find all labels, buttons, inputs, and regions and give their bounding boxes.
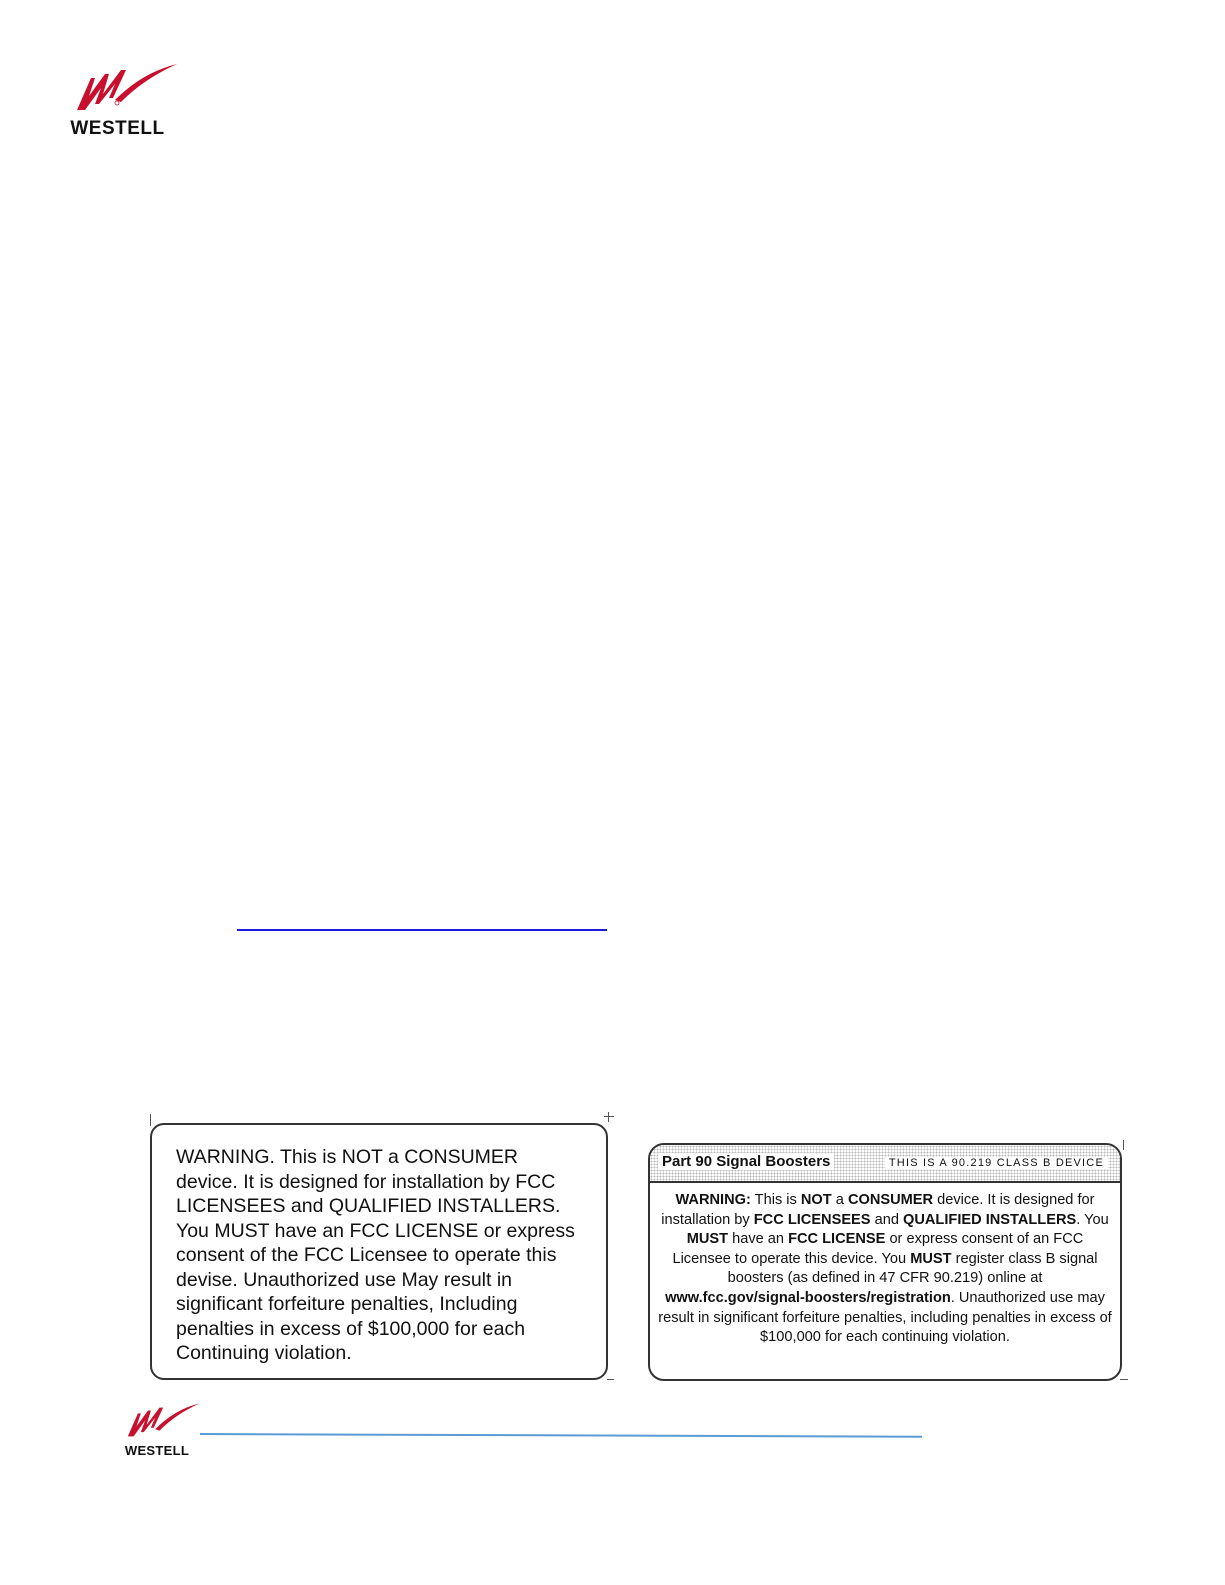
westell-swoosh-icon xyxy=(112,1400,202,1444)
crop-mark xyxy=(150,1114,151,1126)
crop-mark xyxy=(604,1116,614,1117)
registration-url: www.fcc.gov/signal-boosters/registration xyxy=(665,1289,951,1306)
westell-footer-logo xyxy=(112,1400,202,1462)
logo-wordmark: WESTELL xyxy=(124,1443,190,1458)
westell-swoosh-icon xyxy=(55,60,180,120)
warning-label-part90 xyxy=(648,1143,1122,1381)
footer-rule xyxy=(200,1433,922,1438)
label-body: WARNING: This is NOT a CONSUMER device. It is designed for installation by FCC LICENSEES and QUALIFIED INSTALLERS. You MUST have an FCC LICENSE or express consent of an FCC Licensee to operate this device. You MUST register class B signal boosters (as defined in 47 CFR 90.219) online at www.fcc.gov/signal-boosters/registration. Unauthorized use may result in significant forfeiture penalties, including penalties in excess of $100,000 for each continuing violation. xyxy=(658,1192,1112,1346)
crop-mark xyxy=(1123,1140,1124,1150)
crop-mark xyxy=(607,1379,614,1380)
label-title: Part 90 Signal Boosters xyxy=(658,1153,834,1170)
westell-logo xyxy=(55,60,180,145)
hyperlink-underline[interactable] xyxy=(237,929,607,931)
crop-mark xyxy=(1120,1379,1128,1380)
crop-mark xyxy=(608,1112,609,1122)
logo-wordmark: WESTELL xyxy=(70,118,165,139)
warning-label-text: WARNING. This is NOT a CONSUMER device. It is designed for installation by FCC LICENSEES and QUALIFIED INSTALLERS. You MUST have an FCC LICENSE or express consent of the FCC Licensee to operate this devise. Unauthorized use May result in significant forfeiture penalties, Including penalties in excess of $100,000 for each Continuing violation. xyxy=(176,1146,575,1364)
class-b-note: THIS IS A 90.219 CLASS B DEVICE xyxy=(885,1157,1108,1169)
label-header xyxy=(650,1145,1120,1183)
warning-label-consumer xyxy=(150,1123,608,1380)
